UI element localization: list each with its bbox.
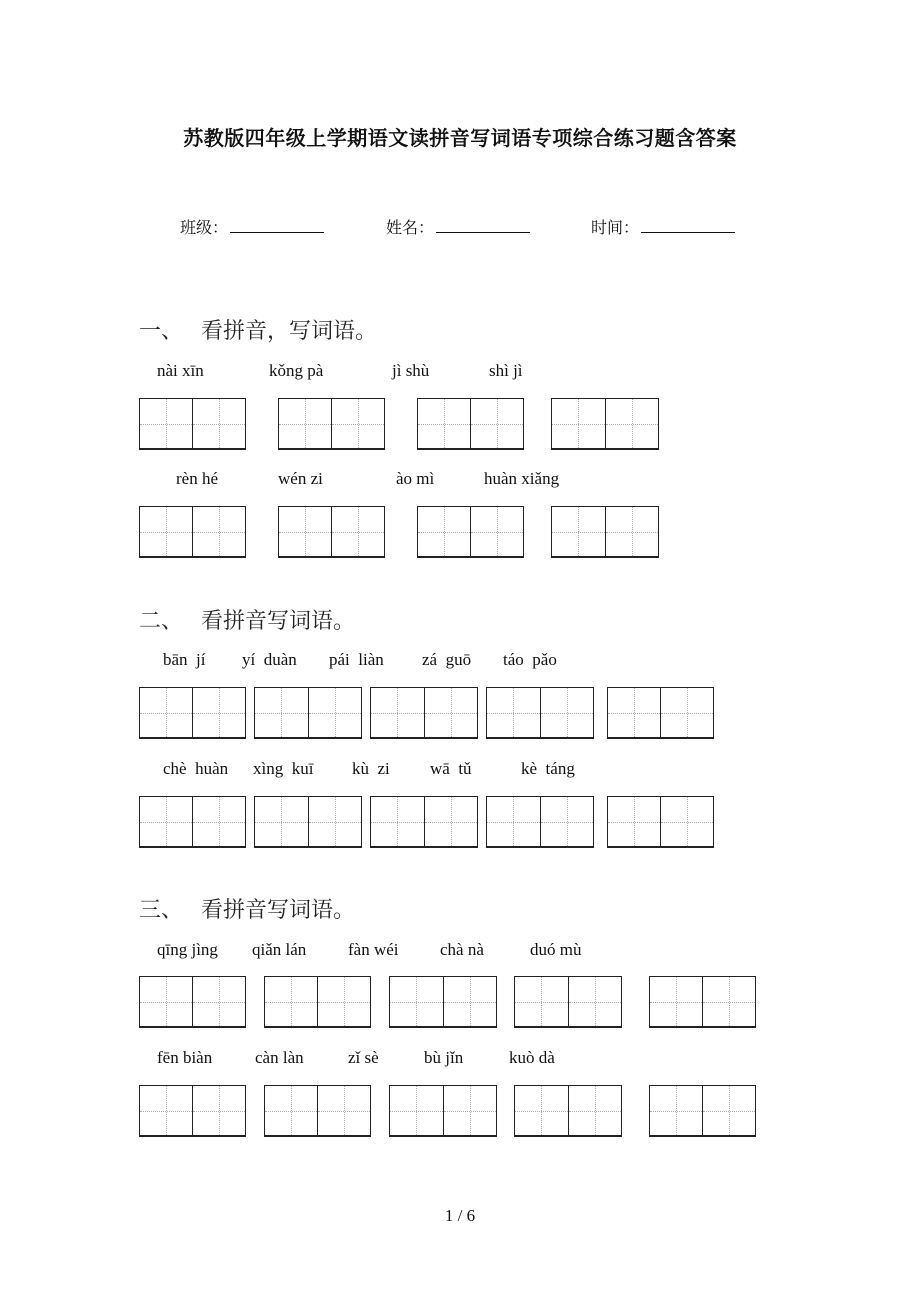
section-1-instruction: 看拼音，写词语。 [201,319,378,344]
writing-grid[interactable] [370,796,478,848]
pinyin-label: rèn hé [176,469,219,488]
writing-grid[interactable] [607,687,714,739]
pinyin-label: shì jì [489,361,523,380]
pinyin-label: wén zi [278,469,323,488]
section-2-instruction: 看拼音写词语。 [201,609,356,634]
pinyin-label: huàn xiǎng [484,469,560,488]
pinyin-label: qīng jìng [157,940,218,959]
pinyin-label: kǒng pà [269,361,324,380]
writing-grid[interactable] [649,976,756,1028]
section-3-instruction: 看拼音写词语。 [201,898,356,923]
writing-grid[interactable] [607,796,714,848]
pinyin-label: kù zi [352,759,390,778]
pinyin-label: ào mì [396,469,435,488]
section-2-number: 二、 [139,609,184,634]
writing-grid[interactable] [139,687,246,739]
writing-grid[interactable] [486,687,594,739]
writing-grid[interactable] [417,398,524,450]
section-3-heading [139,893,355,924]
writing-grid[interactable] [139,796,246,848]
writing-grid[interactable] [551,506,659,558]
class-field [180,214,324,238]
writing-grid[interactable] [389,976,497,1028]
document-title: 苏教版四年级上学期语文读拼音写词语专项综合练习题含答案 [183,126,737,150]
writing-grid[interactable] [139,506,246,558]
writing-grid[interactable] [389,1085,497,1137]
pinyin-label: duó mù [530,940,582,959]
section-1-number: 一、 [139,319,184,344]
class-blank[interactable] [230,214,324,233]
pinyin-label: zǐ sè [348,1048,379,1067]
time-blank[interactable] [641,214,735,233]
writing-grid[interactable] [514,1085,622,1137]
section-3-number: 三、 [139,898,184,923]
pinyin-label: fēn biàn [157,1048,213,1067]
name-blank[interactable] [436,214,530,233]
writing-grid[interactable] [486,796,594,848]
pinyin-label: chà nà [440,940,484,959]
pinyin-label: kuò dà [509,1048,555,1067]
writing-grid[interactable] [254,796,362,848]
pinyin-label: pái liàn [329,650,384,669]
class-label: 班级： [180,218,229,237]
name-label: 姓名： [386,218,435,237]
pinyin-label: càn làn [255,1048,304,1067]
pinyin-label: táo pǎo [503,650,557,669]
writing-grid[interactable] [139,1085,246,1137]
writing-grid[interactable] [551,398,659,450]
pinyin-label: chè huàn [163,759,229,778]
writing-grid[interactable] [139,976,246,1028]
pinyin-label: wā tǔ [430,759,472,778]
pinyin-label: nài xīn [157,361,204,380]
writing-grid[interactable] [417,506,524,558]
writing-grid[interactable] [264,976,371,1028]
section-2-heading [139,604,355,635]
pinyin-label: kè táng [521,759,575,778]
writing-grid[interactable] [370,687,478,739]
writing-grid[interactable] [649,1085,756,1137]
writing-grid[interactable] [514,976,622,1028]
pinyin-label: bù jǐn [424,1048,464,1067]
section-1-heading [139,314,377,345]
writing-grid[interactable] [139,398,246,450]
pinyin-label: yí duàn [242,650,297,669]
pinyin-label: jì shù [392,361,430,380]
time-label: 时间： [591,218,640,237]
writing-grid[interactable] [254,687,362,739]
pinyin-label: fàn wéi [348,940,399,959]
writing-grid[interactable] [278,506,385,558]
pinyin-label: qiǎn lán [252,940,307,959]
name-field [386,214,530,238]
writing-grid[interactable] [278,398,385,450]
page-indicator: 1 / 6 [444,1206,476,1225]
pinyin-label: zá guō [422,650,472,669]
writing-grid[interactable] [264,1085,371,1137]
pinyin-label: bān jí [163,650,206,669]
time-field [591,214,735,238]
pinyin-label: xìng kuī [253,759,314,778]
